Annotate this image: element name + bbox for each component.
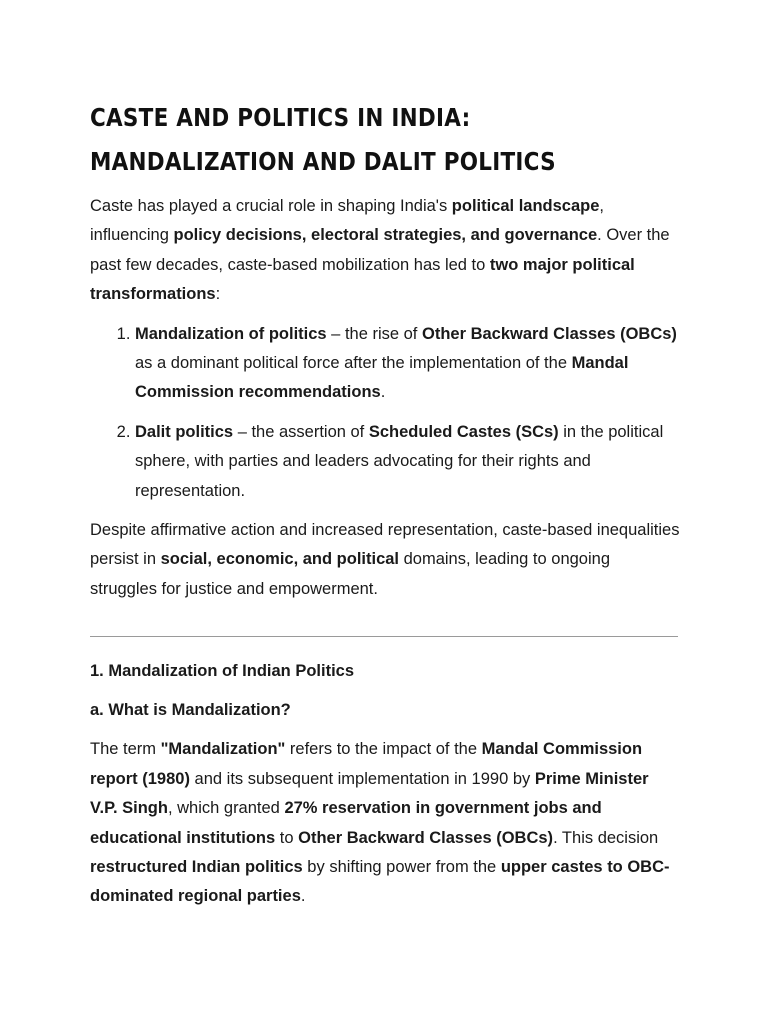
mandalization-paragraph — [90, 735, 680, 911]
title-line-1: CASTE AND POLITICS IN INDIA: — [90, 103, 471, 132]
bold-run: policy decisions, electoral strategies, and governance — [173, 226, 598, 245]
subsection-heading: a. What is Mandalization? — [90, 701, 291, 720]
text-run: – the assertion of — [233, 422, 369, 441]
text-run: , which granted — [167, 799, 285, 818]
bold-run: Mandal Commission report (1980) — [90, 740, 643, 788]
bold-run: Other Backward Classes (OBCs) — [421, 324, 677, 343]
text-run: . Over the past few decades, caste-based mobilization has led to — [90, 226, 670, 274]
bold-run: Scheduled Castes (SCs) — [368, 422, 559, 441]
text-run: by shifting power from the — [302, 857, 501, 876]
text-run: domains, leading to ongoing struggles for justice and empowerment. — [90, 550, 611, 598]
text-run: The term — [90, 740, 161, 759]
text-run: . — [380, 383, 386, 402]
text-run: . — [300, 887, 306, 906]
bold-run: upper castes to OBC-dominated regional parties — [90, 857, 670, 906]
bold-run: Mandalization of politics — [135, 324, 327, 343]
bold-run: social, economic, and political — [160, 550, 400, 569]
text-run: , influencing — [90, 197, 605, 245]
text-run: as a dominant political force after the implementation of the — [135, 354, 572, 373]
bold-run: "Mandalization" — [160, 740, 286, 759]
document-content — [90, 96, 680, 922]
text-run: – the rise of — [326, 324, 422, 343]
intro-paragraph — [90, 192, 680, 310]
bold-run: Dalit politics — [135, 422, 234, 441]
text-run: in the political sphere, with parties and leaders advocating for their rights and representation. — [135, 422, 664, 500]
bold-run: Mandal Commission recommendations — [135, 354, 629, 402]
summary-paragraph — [90, 516, 680, 604]
section-heading: 1. Mandalization of Indian Politics — [90, 662, 355, 681]
transformations-list — [90, 320, 680, 506]
bold-run: restructured Indian politics — [90, 857, 303, 876]
list-item — [135, 320, 680, 408]
text-run: : — [215, 285, 221, 304]
bold-run: two major political transformations — [90, 255, 635, 304]
text-run: Despite affirmative action and increased representation, caste-based inequalities persist in — [90, 521, 680, 569]
list-item — [135, 418, 680, 506]
text-run: and its subsequent implementation in 1990 by — [189, 769, 535, 788]
text-run: refers to the impact of the — [285, 740, 482, 759]
text-run: . This decision — [553, 828, 659, 847]
bold-run: political landscape — [451, 197, 600, 215]
bold-run: 27% reservation in government jobs and educational institutions — [90, 799, 602, 847]
text-run: Caste has played a crucial role in shaping India's — [90, 197, 452, 215]
bold-run: Other Backward Classes (OBCs) — [298, 828, 554, 847]
title-line-2: MANDALIZATION AND DALIT POLITICS — [90, 147, 556, 176]
bold-run: Prime Minister V.P. Singh — [90, 769, 649, 818]
document-title — [90, 96, 683, 184]
text-run: to — [275, 828, 299, 847]
section-divider — [90, 636, 678, 637]
